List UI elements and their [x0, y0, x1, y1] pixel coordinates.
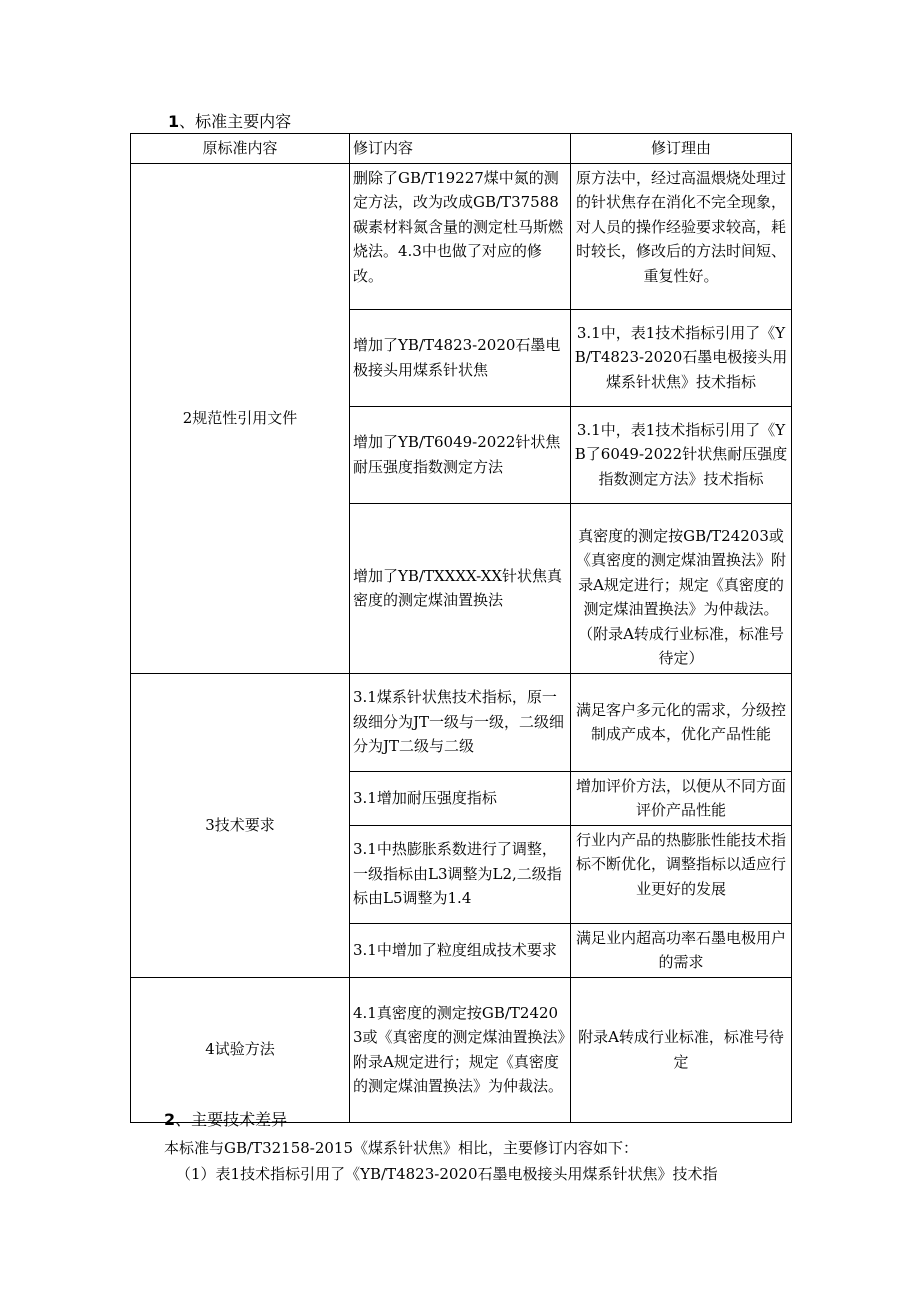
- revision-reason: 增加评价方法，以便从不同方面评价产品性能: [571, 771, 792, 825]
- table-row: [131, 673, 792, 771]
- revision-reason: 满足客户多元化的需求，分级控制成产成本，优化产品性能: [571, 673, 792, 771]
- table-row: [131, 977, 792, 1122]
- revision-content: 4.1真密度的测定按GB/T24203或《真密度的测定煤油置换法》附录A规定进行；规定《真密度的测定煤油置换法》为仲裁法。: [350, 977, 571, 1122]
- header-original: 原标准内容: [131, 134, 350, 164]
- table-row: [131, 163, 792, 309]
- revision-content: 3.1煤系针状焦技术指标，原一级细分为JT一级与一级，二级细分为JT二级与二级: [350, 673, 571, 771]
- revision-reason: 3.1中，表1技术指标引用了《YB了6049-2022针状焦耐压强度指数测定方法》技术指标: [571, 406, 792, 503]
- group-label: 2规范性引用文件: [131, 163, 350, 673]
- group-label: 3技术要求: [131, 673, 350, 977]
- revision-content: 增加了YB/T6049-2022针状焦耐压强度指数测定方法: [350, 406, 571, 503]
- revision-reason: 附录A转成行业标准，标准号待定: [571, 977, 792, 1122]
- list-item: （1）表1技术指标引用了《YB/T4823-2020石墨电极接头用煤系针状焦》技术指: [176, 1165, 718, 1183]
- revision-reason: 原方法中，经过高温煨烧处理过的针状焦存在消化不完全现象，对人员的操作经验要求较高，耗时较长，修改后的方法时间短、重复性好。: [571, 163, 792, 309]
- revision-reason: 真密度的测定按GB/T24203或《真密度的测定煤油置换法》附录A规定进行；规定《真密度的测定煤油置换法》为仲裁法。（附录A转成行业标准，标准号待定）: [571, 503, 792, 673]
- revision-reason: 满足业内超高功率石墨电极用户的需求: [571, 923, 792, 977]
- revision-content: 增加了YB/T4823-2020石墨电极接头用煤系针状焦: [350, 309, 571, 406]
- section-1-heading: 1、标准主要内容: [168, 112, 292, 131]
- revision-content: 3.1中增加了粒度组成技术要求: [350, 923, 571, 977]
- revision-reason: 3.1中，表1技术指标引用了《YB/T4823-2020石墨电极接头用煤系针状焦》技术指标: [571, 309, 792, 406]
- table-header-row: [131, 134, 792, 164]
- header-revision: 修订内容: [350, 134, 571, 164]
- revision-content: 删除了GB/T19227煤中氮的测定方法，改为改成GB/T37588碳素材料氮含量的测定杜马斯燃烧法。4.3中也做了对应的修改。: [350, 163, 571, 309]
- revision-reason: 行业内产品的热膨胀性能技术指标不断优化，调整指标以适应行业更好的发展: [571, 825, 792, 923]
- header-reason: 修订理由: [571, 134, 792, 164]
- revision-content: 增加了YB/TXXXX-XX针状焦真密度的测定煤油置换法: [350, 503, 571, 673]
- revision-content: 3.1增加耐压强度指标: [350, 771, 571, 825]
- revision-table: [130, 133, 792, 1123]
- revision-content: 3.1中热膨胀系数进行了调整，一级指标由L3调整为L2,二级指标由L5调整为1.4: [350, 825, 571, 923]
- body-paragraph: 本标准与GB/T32158-2015《煤系针状焦》相比，主要修订内容如下：: [164, 1139, 639, 1157]
- group-label: 4试验方法: [131, 977, 350, 1122]
- section-2-heading: 2、主要技术差异: [164, 1110, 288, 1129]
